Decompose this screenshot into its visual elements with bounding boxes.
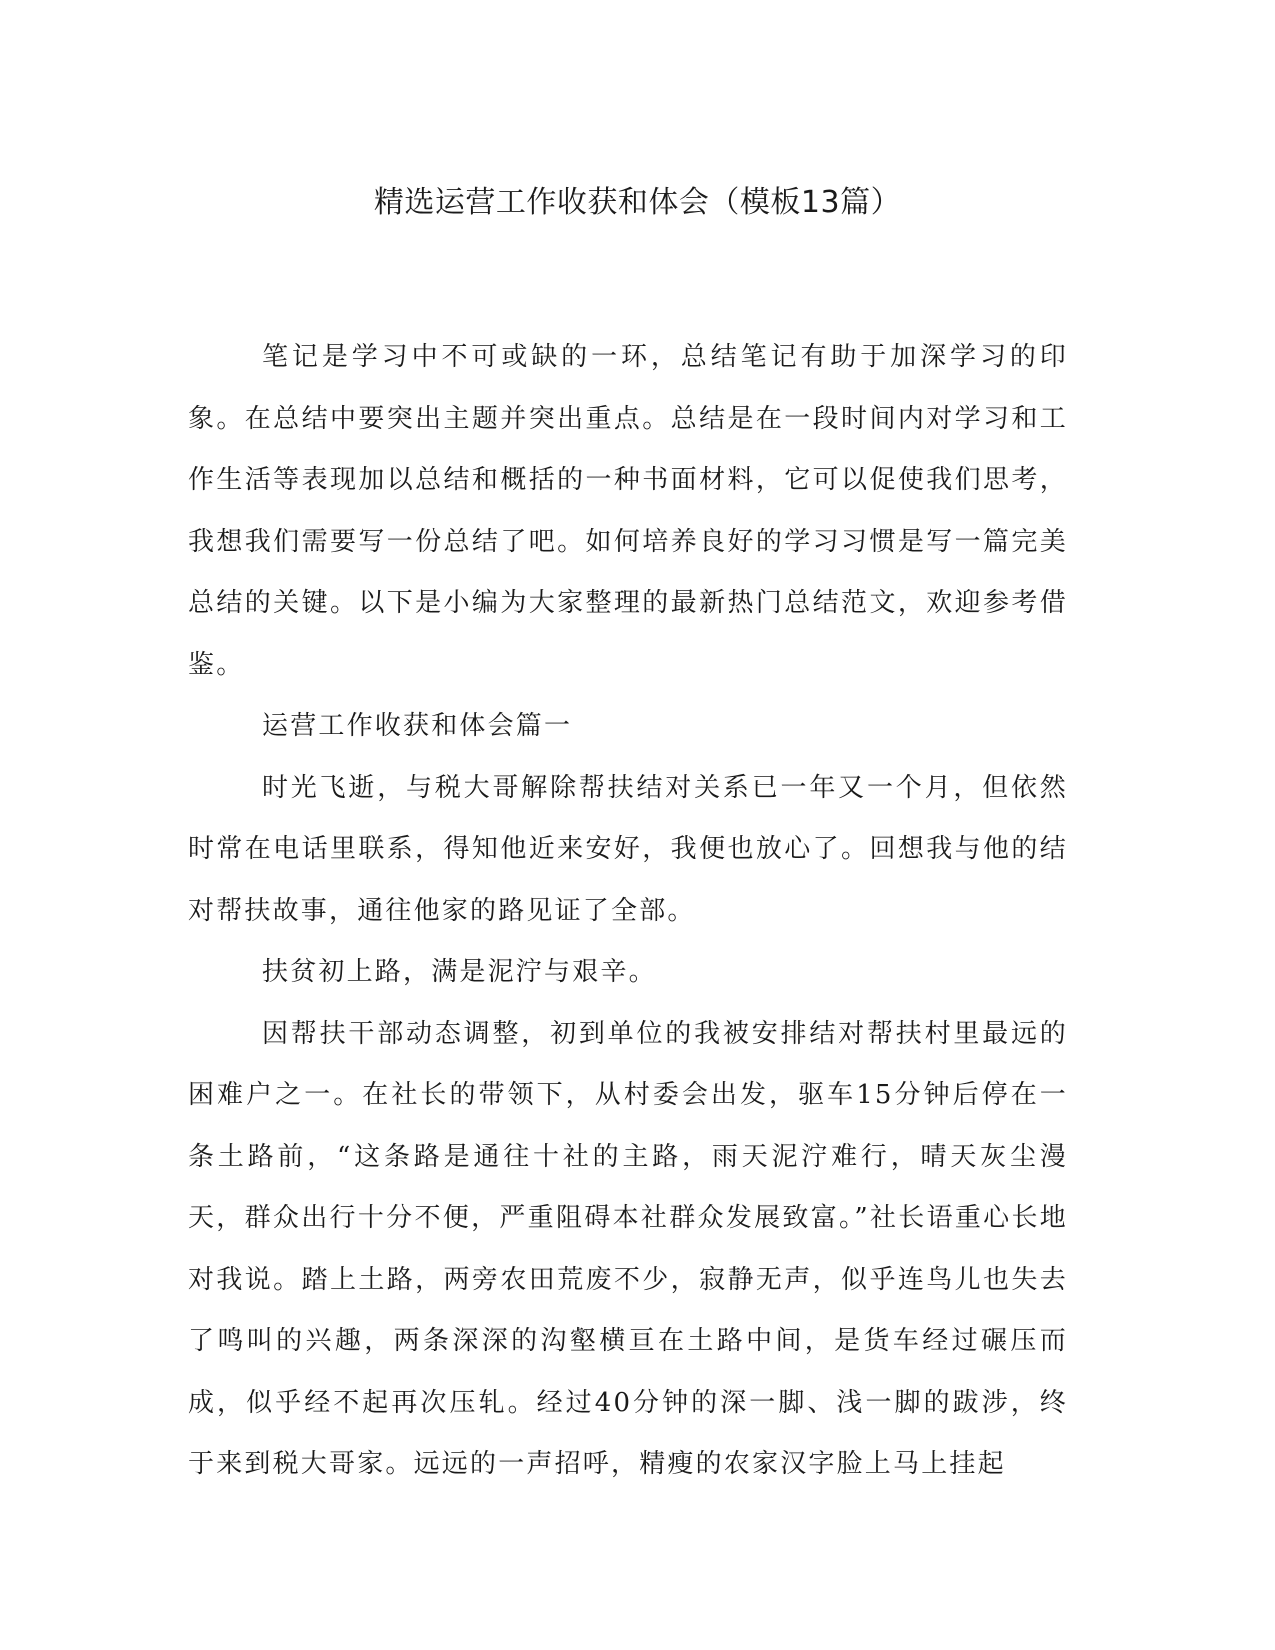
- document-title: 精选运营工作收获和体会（模板13篇）: [373, 185, 902, 220]
- body-paragraph: 因帮扶干部动态调整，初到单位的我被安排结对帮扶村里最远的困难户之一。在社长的带领下，从村委会出发，驱车15分钟后停在一条土路前，“这条路是通往十社的主路，雨天泥泞难行，晴天灰尘漫天，群众出行十分不便，严重阻碍本社群众发展致富。”社长语重心长地对我说。踏上土路，两旁农田荒废不少，寂静无声，似乎连鸟儿也失去了鸣叫的兴趣，两条深深的沟壑横亘在土路中间，是货车经过碾压而成，似乎经不起再次压轧。经过40分钟的深一脚、浅一脚的跋涉，终于来到税大哥家。远远的一声招呼，精瘦的农家汉字脸上马上挂起: [188, 1018, 1068, 1479]
- section-heading: 运营工作收获和体会篇一: [262, 711, 573, 741]
- body-paragraph: 时光飞逝，与税大哥解除帮扶结对关系已一年又一个月，但依然时常在电话里联系，得知他近来安好，我便也放心了。回想我与他的结对帮扶故事，通往他家的路见证了全部。: [188, 772, 1068, 926]
- document-body: [188, 327, 1068, 1496]
- body-paragraph: 扶贫初上路，满是泥泞与艰辛。: [262, 957, 657, 987]
- intro-paragraph: 笔记是学习中不可或缺的一环，总结笔记有助于加深学习的印象。在总结中要突出主题并突出重点。总结是在一段时间内对学习和工作生活等表现加以总结和概括的一种书面材料，它可以促使我们思考，我想我们需要写一份总结了吧。如何培养良好的学习习惯是写一篇完美总结的关键。以下是小编为大家整理的最新热门总结范文，欢迎参考借鉴。: [188, 342, 1068, 680]
